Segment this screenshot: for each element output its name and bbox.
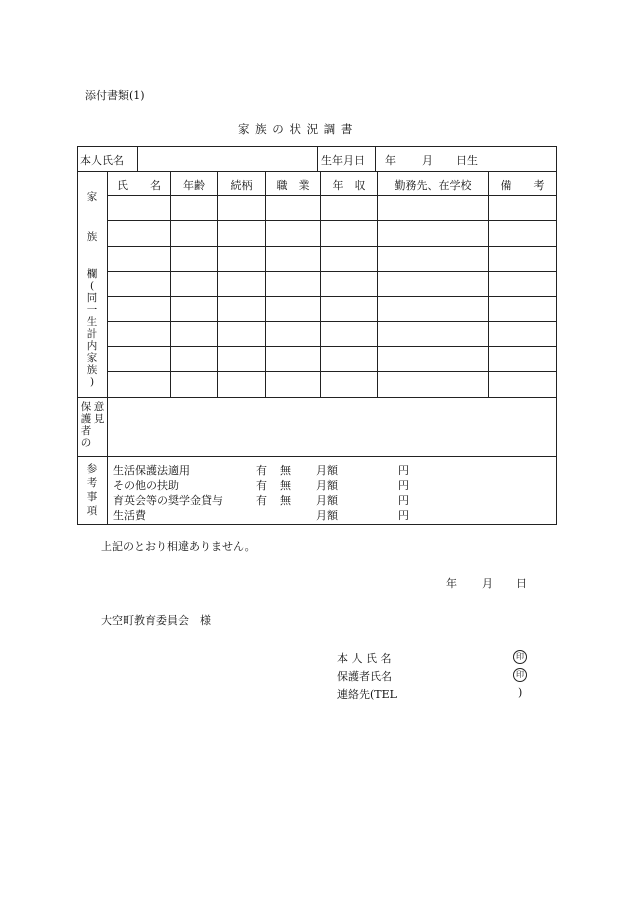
header-remarks: 備 考 (500, 179, 545, 192)
side-char: ) (89, 376, 95, 388)
reference-no[interactable]: 無 (280, 494, 291, 507)
side-char: 家 (86, 352, 98, 364)
side-char: 同 (86, 292, 98, 304)
self-name-label: 本人氏名 (80, 154, 124, 167)
reference-yes[interactable]: 有 (256, 464, 267, 477)
header-name: 氏 名 (117, 179, 161, 192)
reference-no[interactable]: 無 (280, 479, 291, 492)
reference-yen: 円 (398, 464, 409, 477)
side-char: 欄 (86, 268, 98, 280)
reference-item-label: その他の扶助 (113, 479, 179, 492)
page-title: 家 族 の 状 況 調 書 (238, 122, 354, 136)
guardian-char: の (80, 437, 92, 449)
guardian-name-label: 保護者氏名 (337, 670, 392, 683)
addressee: 大空町教育委員会 様 (101, 614, 211, 627)
header-workplace: 勤務先、在学校 (394, 179, 472, 192)
family-side-label-top: 家 (86, 191, 98, 203)
side-char: 内 (86, 340, 98, 352)
guardian-char: 保 (80, 401, 92, 413)
side-char: 計 (86, 328, 98, 340)
seal-stamp-icon: 印 (513, 650, 527, 664)
reference-char: 参 (86, 463, 98, 475)
guardian-char: 護 (80, 413, 92, 425)
self-name-field[interactable] (140, 149, 315, 169)
reference-amount-label: 月額 (316, 464, 338, 477)
reference-yen: 円 (398, 494, 409, 507)
reference-amount-label: 月額 (316, 494, 338, 507)
reference-item-label: 育英会等の奨学金貸与 (113, 494, 223, 507)
side-char: ( (89, 280, 95, 292)
family-side-label-mid: 族 (86, 231, 98, 243)
reference-item-label: 生活費 (113, 509, 146, 522)
birth-day-label: 日生 (456, 154, 478, 167)
side-char: 族 (86, 364, 98, 376)
date-day-label: 日 (516, 577, 527, 590)
self-name-signature-label: 本 人 氏 名 (337, 652, 392, 665)
guardian-label-col2 (92, 401, 106, 425)
header-income: 年 収 (332, 179, 366, 192)
birth-date-label: 生年月日 (321, 154, 365, 167)
reference-char: 項 (86, 505, 98, 517)
header-occupation: 職 業 (276, 179, 310, 192)
date-year-label: 年 (446, 577, 457, 590)
declaration-text: 上記のとおり相違ありません。 (101, 540, 256, 553)
guardian-char: 意 (93, 401, 105, 413)
side-char: 生 (86, 316, 98, 328)
contact-tel-label: 連絡先(TEL (337, 688, 397, 701)
reference-yen: 円 (398, 509, 409, 522)
birth-month-label: 月 (422, 154, 433, 167)
seal-stamp-icon: 印 (513, 668, 527, 682)
side-char: 一 (86, 304, 98, 316)
guardian-opinion-field[interactable] (109, 399, 554, 454)
date-month-label: 月 (482, 577, 493, 590)
reference-yen: 円 (398, 479, 409, 492)
reference-yes[interactable]: 有 (256, 494, 267, 507)
contact-tel-close: ) (518, 686, 523, 699)
reference-yes[interactable]: 有 (256, 479, 267, 492)
birth-year-label: 年 (385, 154, 396, 167)
attachment-label: 添付書類(1) (85, 89, 145, 102)
family-side-label-column (85, 268, 99, 388)
reference-char: 考 (86, 477, 98, 489)
guardian-char: 見 (93, 413, 105, 425)
reference-amount-label: 月額 (316, 479, 338, 492)
reference-side-label (85, 462, 99, 518)
reference-amount-label: 月額 (316, 509, 338, 522)
guardian-label-col1 (79, 401, 93, 449)
guardian-char: 者 (80, 425, 92, 437)
header-age: 年齢 (183, 179, 205, 192)
reference-item-label: 生活保護法適用 (113, 464, 190, 477)
reference-no[interactable]: 無 (280, 464, 291, 477)
reference-char: 事 (86, 491, 98, 503)
header-relation: 続柄 (230, 179, 253, 192)
